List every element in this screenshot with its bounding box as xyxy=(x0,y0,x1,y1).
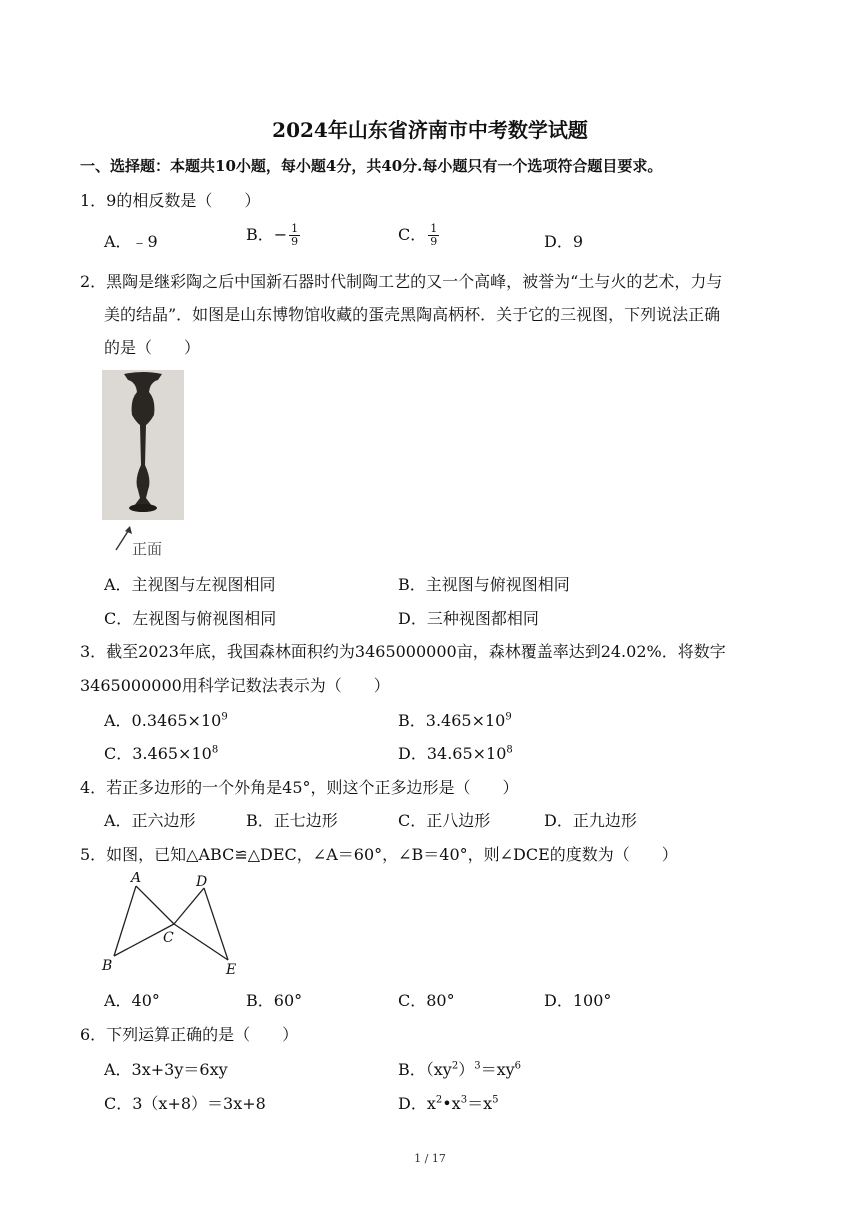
page-number: 1 / 17 xyxy=(414,1152,446,1165)
q1-option-a: A．﹣9 xyxy=(104,232,158,251)
page-title: 2024年山东省济南市中考数学试题 xyxy=(272,118,588,142)
q2-option-b: B．主视图与俯视图相同 xyxy=(398,575,570,594)
front-label: 正面 xyxy=(132,540,163,558)
q1-option-c: C． $\frac{1}{9}$ xyxy=(398,222,438,248)
q2-stem-line1: 2．黑陶是继彩陶之后中国新石器时代制陶工艺的又一个高峰，被誉为“土与火的艺术，力与 xyxy=(80,272,723,291)
q1-option-b: B．− $\frac{1}{9}$ xyxy=(246,222,299,248)
q6-option-b: B．$(xy^2)^3=xy^6$ xyxy=(398,1060,522,1079)
section-heading: 一、选择题：本题共10小题，每小题4分，共40分.每小题只有一个选项符合题目要求。 xyxy=(80,157,663,175)
q5-option-a: A．40° xyxy=(104,991,160,1010)
label-e: E xyxy=(226,962,237,978)
label-d: D xyxy=(196,874,208,890)
q2-stem-line3: 的是（ ） xyxy=(104,338,201,357)
q1-stem: 1．9的相反数是（ ） xyxy=(80,191,261,210)
q4-option-c: C．正八边形 xyxy=(398,811,491,830)
label-a: A xyxy=(131,872,142,886)
q3-option-a: A．$0.3465\times 10^9$ xyxy=(104,711,228,730)
q4-option-d: D．正九边形 xyxy=(544,811,637,830)
black-pottery-photo xyxy=(102,370,184,520)
q4-stem: 4．若正多边形的一个外角是45°，则这个正多边形是（ ） xyxy=(80,778,519,797)
q2-option-c: C．左视图与俯视图相同 xyxy=(104,609,277,628)
q1-option-d: D．9 xyxy=(544,232,584,251)
q5-option-b: B．60° xyxy=(246,991,303,1010)
q3-stem-line1: 3．截至2023年底，我国森林面积约为3465000000亩，森林覆盖率达到24.02%．将数字 xyxy=(80,642,726,661)
q4-option-a: A．正六边形 xyxy=(104,811,196,830)
congruent-triangles-diagram xyxy=(98,872,248,980)
q6-stem: 6．下列运算正确的是（ ） xyxy=(80,1025,299,1044)
q2-option-a: A．主视图与左视图相同 xyxy=(104,575,276,594)
q2-stem-line2: 美的结晶”．如图是山东博物馆收藏的蛋壳黑陶高柄杯．关于它的三视图，下列说法正确 xyxy=(104,305,721,324)
q5-option-c: C．80° xyxy=(398,991,455,1010)
q3-stem-line2: 3465000000用科学记数法表示为（ ） xyxy=(80,676,390,695)
q6-option-c: C．3（x+8）＝3x+8 xyxy=(104,1094,266,1113)
q6-option-a: A．3x+3y＝6xy xyxy=(104,1060,228,1079)
q4-option-b: B．正七边形 xyxy=(246,811,338,830)
q2-option-d: D．三种视图都相同 xyxy=(398,609,539,628)
q3-option-c: C．$3.465\times 10^8$ xyxy=(104,744,219,763)
label-b: B xyxy=(102,958,113,974)
q3-option-b: B．$3.465\times 10^9$ xyxy=(398,711,512,730)
q3-option-d: D．$34.65\times 10^8$ xyxy=(398,744,513,763)
q5-stem: 5．如图，已知△ABC≌△DEC，∠A＝60°，∠B＝40°，则∠DCE的度数为（ ） xyxy=(80,845,678,864)
q6-option-d: D．$x^2•x^3=x^5$ xyxy=(398,1094,499,1113)
q5-option-d: D．100° xyxy=(544,991,612,1010)
label-c: C xyxy=(163,930,174,946)
